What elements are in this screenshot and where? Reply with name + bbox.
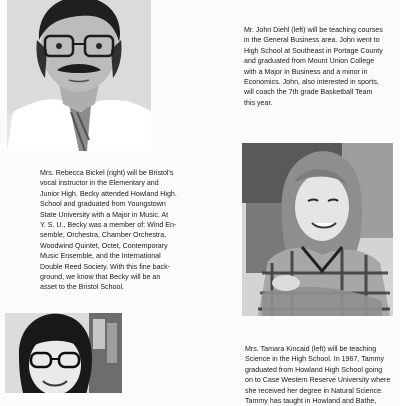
- bio-line: Music Ensemble, and the International: [40, 252, 161, 261]
- bio-line: semble, Orchestra, Chamber Orchestra,: [40, 231, 167, 240]
- bio-line: Science in the High School. In 1967, Tammy: [245, 355, 385, 364]
- john-diehl-bio: [244, 25, 394, 108]
- bio-line: will coach the 7th grade Basketball Team: [244, 88, 373, 97]
- bio-line: she received her degree in Natural Science.: [245, 386, 384, 395]
- bio-line: Woodwind Quintet, Octet, Contemporary: [40, 241, 168, 250]
- bio-line: Double Reed Society. With this fine back-: [40, 262, 170, 271]
- rebecca-bickel-photo: [242, 143, 393, 316]
- bio-line: this year.: [244, 98, 273, 107]
- bio-line: State University with a Major in Music. At: [40, 210, 169, 219]
- bio-line: asset to the Bristol School.: [40, 283, 124, 292]
- bio-line: on to Case Western Reserve University where: [245, 376, 391, 385]
- bio-line: Tammy has taught in Howland and Bathe,: [245, 397, 377, 406]
- bio-line: School and graduated from Youngstown: [40, 200, 166, 209]
- bio-line: Mrs. Rebecca Bickel (right) will be Bristol's: [40, 169, 174, 177]
- bio-line: Economics. John, also interested in sports,: [244, 78, 379, 87]
- bio-line: Mr. John Diehl (left) will be teaching courses: [244, 26, 383, 34]
- bio-line: graduated from Howland High School going: [245, 365, 383, 374]
- bio-line: High School at Southeast in Portage County: [244, 46, 383, 55]
- bio-line: and graduated from Mount Union College: [244, 57, 375, 66]
- bio-line: with a Major in Business and a minor in: [244, 67, 368, 76]
- bio-line: Y. S. U., Becky was a member of: Wind En-: [40, 221, 177, 230]
- bio-line: Mrs. Tamara Kincaid (left) will be teaching: [245, 345, 377, 353]
- bio-line: in the General Business area. John went to: [244, 36, 380, 45]
- bio-line: Junior High. Becky attended Howland High.: [40, 189, 177, 198]
- bio-line: ground, we know that Becky will be an: [40, 273, 161, 282]
- tamara-kincaid-photo: [5, 313, 122, 400]
- tamara-kincaid-bio: [245, 344, 395, 406]
- rebecca-bickel-bio: [40, 168, 236, 293]
- john-diehl-photo: [7, 0, 151, 151]
- bio-line: vocal instructor in the Elementary and: [40, 179, 159, 188]
